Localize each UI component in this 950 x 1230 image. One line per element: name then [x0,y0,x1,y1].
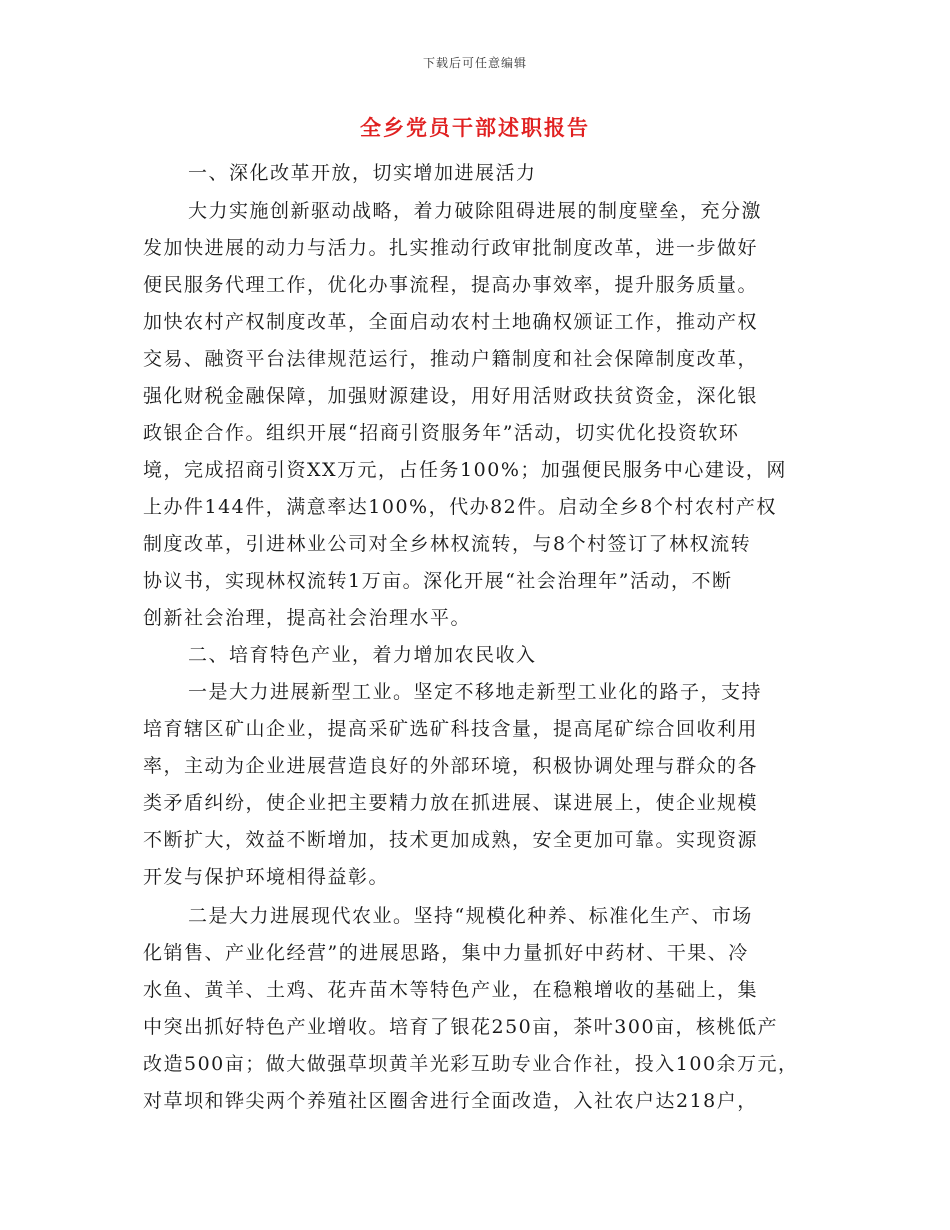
paragraph-line: 协议书，实现林权流转1万亩。深化开展“社会治理年”活动，不断 [143,570,733,592]
paragraph-line: 培育辖区矿山企业，提高采矿选矿科技含量，提高尾矿综合回收利用 [143,718,759,740]
paragraph-line: 二是大力进展现代农业。坚持“规模化种养、标准化生产、市场 [188,905,753,927]
paragraph-line: 改造500亩；做大做强草坝黄羊光彩互助专业合作社，投入100余万元， [143,1053,799,1075]
paragraph-line: 交易、融资平台法律规范运行，推动户籍制度和社会保障制度改革， [143,348,759,370]
paragraph-line: 强化财税金融保障，加强财源建设，用好用活财政扶贫资金，深化银 [143,385,759,407]
paragraph-line: 发加快进展的动力与活力。扎实推动行政审批制度改革，进一步做好 [143,237,759,259]
paragraph-line: 中突出抓好特色产业增收。培育了银花250亩，茶叶300亩，核桃低产 [143,1016,779,1038]
paragraph-line: 创新社会治理，提高社会治理水平。 [143,607,472,629]
paragraph-line: 类矛盾纠纷，使企业把主要精力放在抓进展、谋进展上，使企业规模 [143,792,759,814]
paragraph-line: 政银企合作。组织开展“招商引资服务年”活动，切实优化投资软环 [143,422,740,444]
paragraph-line: 对草坝和铧尖两个养殖社区圈舍进行全面改造，入社农户达218户， [143,1090,758,1112]
paragraph-line: 上办件144件，满意率达100%，代办82件。启动全乡8个村农村产权 [143,496,777,518]
paragraph-line: 加快农村产权制度改革，全面启动农村土地确权颁证工作，推动产权 [143,311,759,333]
paragraph-line: 境，完成招商引资XX万元，占任务100%；加强便民服务中心建设，网 [143,459,787,481]
document-title: 全乡党员干部述职报告 [360,115,590,140]
paragraph-line: 化销售、产业化经营”的进展思路，集中力量抓好中药材、干果、冷 [143,942,749,964]
page-header: 下载后可任意编辑 [422,56,527,70]
paragraph-line: 不断扩大，效益不断增加，技术更加成熟，安全更加可靠。实现资源 [143,829,759,851]
paragraph-line: 开发与保护环境相得益彰。 [143,866,390,888]
section-heading: 二、培育特色产业，着力增加农民收入 [188,644,537,666]
paragraph-line: 大力实施创新驱动战略，着力破除阻碍进展的制度壁垒，充分激 [188,200,763,222]
paragraph-line: 便民服务代理工作，优化办事流程，提高办事效率，提升服务质量。 [143,274,759,296]
paragraph-line: 水鱼、黄羊、土鸡、花卉苗木等特色产业，在稳粮增收的基础上，集 [143,979,759,1001]
paragraph-line: 一是大力进展新型工业。坚定不移地走新型工业化的路子，支持 [188,681,763,703]
section-heading: 一、深化改革开放，切实增加进展活力 [188,162,537,184]
paragraph-line: 率，主动为企业进展营造良好的外部环境，积极协调处理与群众的各 [143,755,759,777]
paragraph-line: 制度改革，引进林业公司对全乡林权流转，与8个村签订了林权流转 [143,533,752,555]
